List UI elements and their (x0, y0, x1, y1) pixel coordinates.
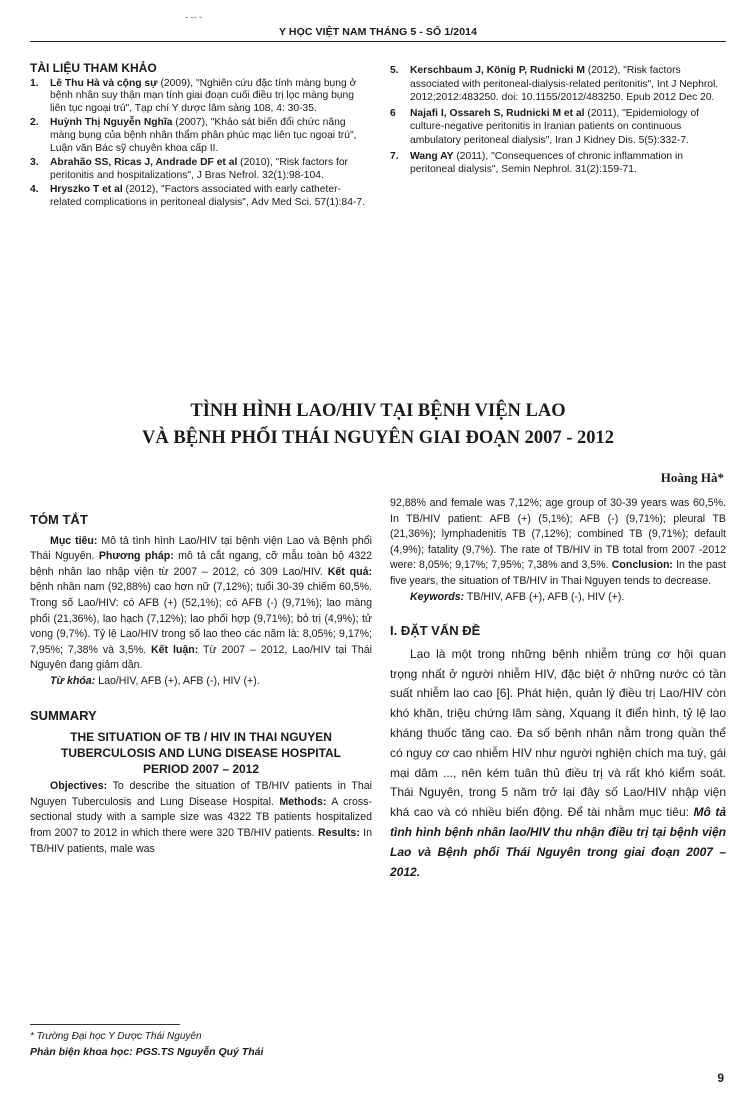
summary-results-cont: 92,88% and female was 7,12%; age group of 30-39 years was 60,5%. In TB/HIV patient: AFB (+) (5,1%); AFB (-) (9,71%); pleural TB (21,36%); lymphadenitis TB (7,12%); combined TB (9,71%); default (4,9%); fatality (9,7%). The rate of TB/HIV in TB total from 2007 -2012 were: 8,05%; 9,17%; 7,95%; 7,38% and 3,5%. (390, 497, 726, 572)
label-conclusion-en: Conclusion: (611, 559, 673, 572)
summary-results-start: In TB/HIV patients, male was (30, 826, 372, 855)
intro-heading: I. ĐẶT VẤN ĐỀ (390, 623, 481, 639)
intro-paragraph (390, 645, 726, 883)
keywords-text: Lao/HIV, AFB (+), AFB (-), HIV (+). (95, 674, 260, 687)
label-keywords: Từ khóa: (50, 674, 96, 687)
summary-paragraph (30, 779, 372, 857)
summary-methods: A cross-sectional study with a sample size was 4322 TB patients hospitalized from 2007 to 2012 in which there were 320 TB/HIV patients. (30, 795, 372, 839)
reference-item (30, 184, 370, 209)
abstract-conclusion: Từ 2007 – 2012, Lao/HIV tại Thái Nguyên đang giảm dần. (30, 643, 373, 672)
article-title-line1: TÌNH HÌNH LAO/HIV TẠI BỆNH VIỆN LAO (190, 401, 566, 421)
reference-text: (2011), "Consequences of chronic inflammation in peritoneal dialysis", Semin Nephrol. 31(2):159-71. (410, 150, 684, 176)
label-results: Results: (318, 826, 360, 839)
page-number: 9 (717, 1071, 724, 1085)
references-heading: TÀI LIỆU THAM KHẢO (30, 61, 157, 75)
reference-number: 7. (390, 150, 399, 162)
header-rule (30, 41, 726, 42)
reference-number: 6 (390, 107, 396, 119)
keywords-text-en: TB/HIV, AFB (+), AFB (-), HIV (+). (464, 590, 625, 603)
reference-item (390, 64, 726, 105)
reference-author: Wang AY (410, 150, 454, 162)
abstract-objective: Mô tả tình hình Lao/HIV tại bệnh viện Lao và Bệnh phổi Thái Nguyên. (30, 534, 372, 563)
label-keywords-en: Keywords: (410, 590, 465, 603)
reference-item (390, 107, 726, 148)
abstract-heading: TÓM TẮT (30, 512, 88, 527)
reference-text: (2012), "Factors associated with early catheter-related complications in peritoneal dialysis", Adv Med Sci. 57(1):84-7. (50, 184, 366, 208)
article-author: Hoàng Hà* (660, 470, 724, 485)
abstract-result: bệnh nhân nam (92,88%) cao hơn nữ (7,12%); tuổi 30-39 chiếm 60,5%. Trong số Lao/HIV: có AFB (+) (52,1%); có AFB (-) (9,71%); lao màng phổi (21,36%), lao hạch (7,12%); lao phối hợp (9,71%); bỏ trị (4,9%); tử vong (9,7%). Tỷ lệ Lao/HIV trong số lao theo các năm là: 8,05%; 9,17%; 7,95%; 7,38% và 3,5%. (30, 581, 372, 656)
summary-heading: SUMMARY (30, 707, 97, 723)
abstract-method: mô tả cắt ngang, cỡ mẫu toàn bộ 4322 bệnh nhân lao nhập viện từ 2007 – 2012, có 309 Lao/HIV. (30, 550, 372, 578)
label-conclusion: Kết luận: (151, 643, 199, 656)
summary-objectives: To describe the situation of TB/HIV patients in Thai Nguyen Tuberculosis and Lung Disease Hospital. (30, 780, 372, 808)
references-column-left (30, 62, 370, 212)
intro-text: Lao là một trong những bệnh nhiễm trùng cơ hội quan trọng nhất ở người nhiễm HIV, đặc biệt ở những nước có tần suất nhiễm lao cao [6]. Phát hiện, quản lý điều trị Lao/HIV còn khó khăn, triệu chứng lâm sàng, Xquang ít điển hình, tỷ lệ lao kháng thuốc tăng cao. Đa số bệnh nhân nằm trong quần thể có nguy cơ cao nhiễm HIV như người nghiện chích ma tuý, gái mại dâm ..., nên kém tuân thủ điều trị và rất khó kiểm soát. Thái Nguyên, trong 5 năm trở lại đây số Lao/HIV nhập viện khá cao và có nhiều biến động. Để tài nhằm mục tiêu: (390, 646, 726, 820)
reference-author: Huỳnh Thị Nguyễn Nghĩa (50, 117, 173, 129)
reference-author: Najafi I, Ossareh S, Rudnicki M et al (410, 107, 585, 119)
footnote-rule (30, 1024, 180, 1025)
summary-keywords (390, 590, 726, 606)
footnote-affiliation: * Trường Đại học Y Dược Thái Nguyên (30, 1031, 202, 1042)
reference-text: (2010), "Risk factors for peritonitis and hospitalizations", J Bras Nefrol. 32(1):98-104. (50, 157, 348, 181)
summary-paragraph-cont (390, 496, 726, 590)
reference-text: (2009), "Nghiên cứu đặc tính màng bụng ở bệnh nhân suy thận mạn tính giai đoạn cuối điều trị lọc màng bụng liên tục ngoại trú", Tạp chí Y dược lâm sàng 108, 4: 30-35. (50, 77, 357, 114)
body-column-left (30, 504, 372, 857)
header-tick-mark: - -- - (185, 12, 202, 22)
summary-conclusion: In the past five years, the situation of TB/HIV in Thai Nguyen tends to decrease. (390, 559, 726, 587)
reference-author: Lê Thu Hà và cộng sự (50, 77, 158, 89)
reference-text: (2012), "Risk factors associated with peritoneal-dialysis-related peritonitis", Int J Nephrol. 2012;2012:483250. doi: 10.1155/2012/483250. Epub 2012 Dec 20. (410, 65, 719, 104)
footnote-reviewer: Phản biện khoa học: PGS.TS Nguyễn Quý Thái (30, 1046, 264, 1058)
reference-number: 4. (30, 184, 39, 196)
reference-item (30, 78, 370, 116)
abstract-paragraph (30, 534, 372, 674)
reference-number: 2. (30, 117, 39, 129)
label-methods: Methods: (279, 795, 327, 808)
reference-author: Abrahão SS, Ricas J, Andrade DF et al (50, 157, 238, 169)
body-column-right (390, 496, 726, 882)
article-title (30, 398, 726, 452)
reference-number: 3. (30, 157, 39, 169)
reference-author: Hryszko T et al (50, 184, 123, 196)
reference-item (390, 150, 726, 177)
article-title-line2: VÀ BỆNH PHỔI THÁI NGUYÊN GIAI ĐOẠN 2007 - 2012 (142, 428, 614, 448)
journal-header: Y HỌC VIỆT NAM THÁNG 5 - SỐ 1/2014 (278, 26, 478, 38)
label-objective: Mục tiêu: (50, 534, 98, 547)
label-objectives: Objectives: (50, 780, 108, 793)
reference-text: (2007), "Khảo sát biến đổi chức năng màng bụng của bệnh nhân thẩm phân phúc mạc liên tục ngoại trú", Luận văn Bác sỹ chuyên khoa cấp II. (50, 117, 357, 154)
reference-item (30, 117, 370, 155)
references-column-right (390, 64, 726, 179)
reference-number: 5. (390, 65, 399, 76)
reference-author: Kerschbaum J, König P, Rudnicki M (410, 65, 585, 76)
abstract-keywords (30, 674, 372, 690)
label-result: Kết quả: (327, 565, 372, 578)
summary-title: THE SITUATION OF TB / HIV IN THAI NGUYEN TUBERCULOSIS AND LUNG DISEASE HOSPITAL PERIOD 2007 – 2012 (60, 730, 341, 777)
label-method: Phương pháp: (98, 550, 174, 563)
reference-number: 1. (30, 77, 39, 89)
reference-text: (2011), "Epidemiology of culture-negative peritonitis in Iranian patients on continuous ambulatory peritoneal dialysis", Iran J Kidney Dis. 5(5):332-7. (410, 107, 700, 146)
intro-aim: Mô tả tình hình bệnh nhân lao/HIV thu nhận điều trị tại bệnh viện Lao và Bệnh phổi Thái Nguyên trong giai đoạn 2007 – 2012. (390, 805, 726, 879)
reference-item (30, 157, 370, 182)
